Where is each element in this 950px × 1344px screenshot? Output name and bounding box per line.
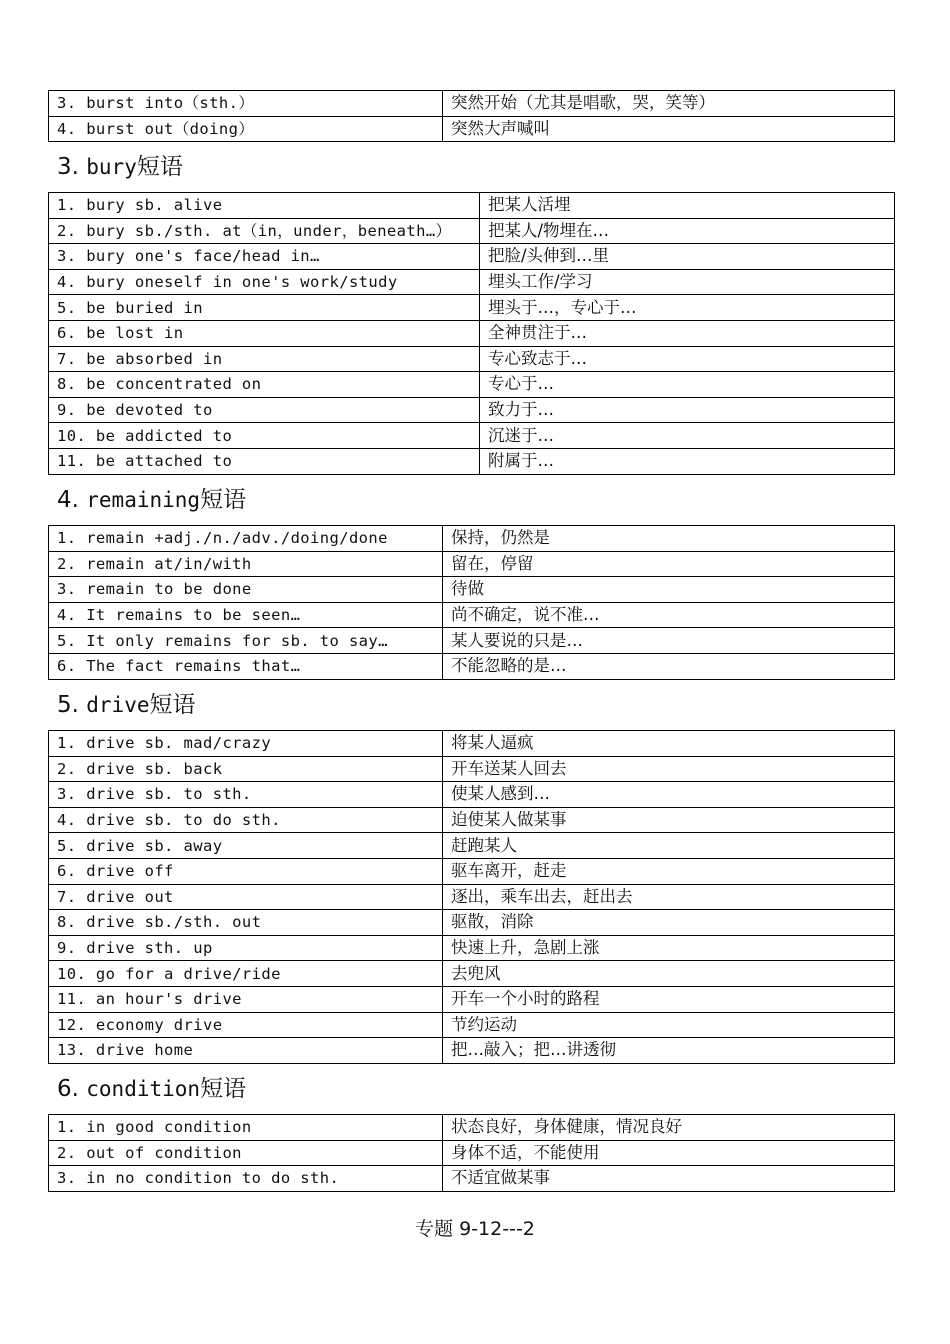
phrase-table-drive <box>48 730 895 1064</box>
table-row <box>49 731 895 757</box>
phrase-zh: 使某人感到… <box>443 782 895 808</box>
table-row <box>49 320 895 346</box>
phrase-en: 12. economy drive <box>49 1012 443 1038</box>
phrase-zh: 不能忽略的是… <box>443 653 895 679</box>
table-row <box>49 448 895 474</box>
table-row <box>49 628 895 654</box>
table-row <box>49 346 895 372</box>
section-heading-bury <box>57 153 183 181</box>
phrase-zh: 迫使某人做某事 <box>443 807 895 833</box>
phrase-en: 5. It only remains for sb. to say… <box>49 628 443 654</box>
table-row <box>49 526 895 552</box>
section-heading-condition <box>57 1075 246 1103</box>
table-row <box>49 935 895 961</box>
section-suffix: 短语 <box>136 154 183 180</box>
table-row <box>49 193 895 219</box>
phrase-zh: 开车一个小时的路程 <box>443 986 895 1012</box>
table-row <box>49 423 895 449</box>
phrase-zh: 把脸/头伸到…里 <box>480 244 895 270</box>
phrase-en: 8. be concentrated on <box>49 372 480 398</box>
section-number: 4. <box>57 487 79 513</box>
table-row <box>49 602 895 628</box>
phrase-en: 8. drive sb./sth. out <box>49 910 443 936</box>
phrase-en: 1. remain +adj./n./adv./doing/done <box>49 526 443 552</box>
phrase-zh: 留在，停留 <box>443 551 895 577</box>
phrase-zh: 把某人/物埋在… <box>480 218 895 244</box>
table-row <box>49 1012 895 1038</box>
phrase-zh: 全神贯注于… <box>480 320 895 346</box>
phrase-en: 2. bury sb./sth. at（in，under，beneath…） <box>49 218 480 244</box>
section-word: condition <box>86 1077 201 1101</box>
phrase-zh: 埋头于…，专心于… <box>480 295 895 321</box>
section-number: 6. <box>57 1076 79 1102</box>
phrase-table-remaining <box>48 525 895 680</box>
table-row <box>49 1140 895 1166</box>
phrase-zh: 驱车离开，赶走 <box>443 858 895 884</box>
phrase-en: 3. bury one's face/head in… <box>49 244 480 270</box>
phrase-en: 7. be absorbed in <box>49 346 480 372</box>
phrase-en: 4. bury oneself in one's work/study <box>49 269 480 295</box>
phrase-en: 2. remain at/in/with <box>49 551 443 577</box>
phrase-zh: 某人要说的只是… <box>443 628 895 654</box>
phrase-zh: 专心于… <box>480 372 895 398</box>
phrase-table-bury <box>48 192 895 475</box>
section-word: bury <box>86 155 137 179</box>
phrase-zh: 身体不适，不能使用 <box>443 1140 895 1166</box>
section-number: 3. <box>57 154 79 180</box>
phrase-zh: 赶跑某人 <box>443 833 895 859</box>
phrase-en: 13. drive home <box>49 1038 443 1064</box>
phrase-zh: 不适宜做某事 <box>443 1166 895 1192</box>
phrase-en: 5. be buried in <box>49 295 480 321</box>
phrase-zh: 埋头工作/学习 <box>480 269 895 295</box>
phrase-zh: 尚不确定，说不准… <box>443 602 895 628</box>
table-row <box>49 1115 895 1141</box>
phrase-en: 6. drive off <box>49 858 443 884</box>
phrase-en: 2. drive sb. back <box>49 756 443 782</box>
phrase-en: 11. be attached to <box>49 448 480 474</box>
phrase-en: 3. burst into（sth.） <box>49 91 443 117</box>
phrase-zh: 节约运动 <box>443 1012 895 1038</box>
phrase-en: 6. be lost in <box>49 320 480 346</box>
table-row <box>49 295 895 321</box>
phrase-zh: 逐出，乘车出去，赶出去 <box>443 884 895 910</box>
section-word: remaining <box>86 488 201 512</box>
table-row <box>49 244 895 270</box>
table-row <box>49 884 895 910</box>
phrase-zh: 突然开始（尤其是唱歌，哭，笑等） <box>443 91 895 117</box>
section-number: 5. <box>57 692 79 718</box>
phrase-zh: 状态良好，身体健康，情况良好 <box>443 1115 895 1141</box>
phrase-zh: 突然大声喊叫 <box>443 116 895 142</box>
phrase-zh: 致力于… <box>480 397 895 423</box>
phrase-en: 3. remain to be done <box>49 577 443 603</box>
table-row <box>49 269 895 295</box>
table-row <box>49 116 895 142</box>
phrase-en: 2. out of condition <box>49 1140 443 1166</box>
phrase-en: 4. burst out（doing） <box>49 116 443 142</box>
table-row <box>49 551 895 577</box>
table-row <box>49 1166 895 1192</box>
table-row <box>49 986 895 1012</box>
phrase-zh: 附属于… <box>480 448 895 474</box>
phrase-zh: 快速上升，急剧上涨 <box>443 935 895 961</box>
table-row <box>49 218 895 244</box>
phrase-en: 1. drive sb. mad/crazy <box>49 731 443 757</box>
section-word: drive <box>86 693 150 717</box>
phrase-zh: 将某人逼疯 <box>443 731 895 757</box>
phrase-en: 5. drive sb. away <box>49 833 443 859</box>
table-row <box>49 756 895 782</box>
phrase-en: 1. bury sb. alive <box>49 193 480 219</box>
phrase-en: 10. go for a drive/ride <box>49 961 443 987</box>
section-suffix: 短语 <box>200 1076 247 1102</box>
phrase-en: 9. be devoted to <box>49 397 480 423</box>
phrase-table-condition <box>48 1114 895 1192</box>
section-heading-remaining <box>57 486 246 514</box>
phrase-zh: 把…敲入；把…讲透彻 <box>443 1038 895 1064</box>
table-row <box>49 858 895 884</box>
table-row <box>49 833 895 859</box>
table-row <box>49 91 895 117</box>
table-row <box>49 910 895 936</box>
table-row <box>49 653 895 679</box>
phrase-zh: 待做 <box>443 577 895 603</box>
phrase-en: 11. an hour's drive <box>49 986 443 1012</box>
section-heading-drive <box>57 691 195 719</box>
phrase-zh: 去兜风 <box>443 961 895 987</box>
phrase-zh: 把某人活埋 <box>480 193 895 219</box>
section-suffix: 短语 <box>149 692 196 718</box>
phrase-zh: 开车送某人回去 <box>443 756 895 782</box>
phrase-table-burst <box>48 90 895 142</box>
phrase-zh: 专心致志于… <box>480 346 895 372</box>
phrase-en: 7. drive out <box>49 884 443 910</box>
table-row <box>49 372 895 398</box>
phrase-en: 6. The fact remains that… <box>49 653 443 679</box>
table-row <box>49 397 895 423</box>
section-suffix: 短语 <box>200 487 247 513</box>
table-row <box>49 1038 895 1064</box>
table-row <box>49 961 895 987</box>
phrase-en: 3. drive sb. to sth. <box>49 782 443 808</box>
phrase-zh: 驱散，消除 <box>443 910 895 936</box>
phrase-en: 4. drive sb. to do sth. <box>49 807 443 833</box>
phrase-zh: 沉迷于… <box>480 423 895 449</box>
table-row <box>49 782 895 808</box>
phrase-en: 1. in good condition <box>49 1115 443 1141</box>
page-footer: 专题 9-12---2 <box>415 1218 535 1240</box>
phrase-en: 10. be addicted to <box>49 423 480 449</box>
table-row <box>49 807 895 833</box>
phrase-en: 9. drive sth. up <box>49 935 443 961</box>
phrase-en: 4. It remains to be seen… <box>49 602 443 628</box>
table-row <box>49 577 895 603</box>
phrase-en: 3. in no condition to do sth. <box>49 1166 443 1192</box>
phrase-zh: 保持，仍然是 <box>443 526 895 552</box>
